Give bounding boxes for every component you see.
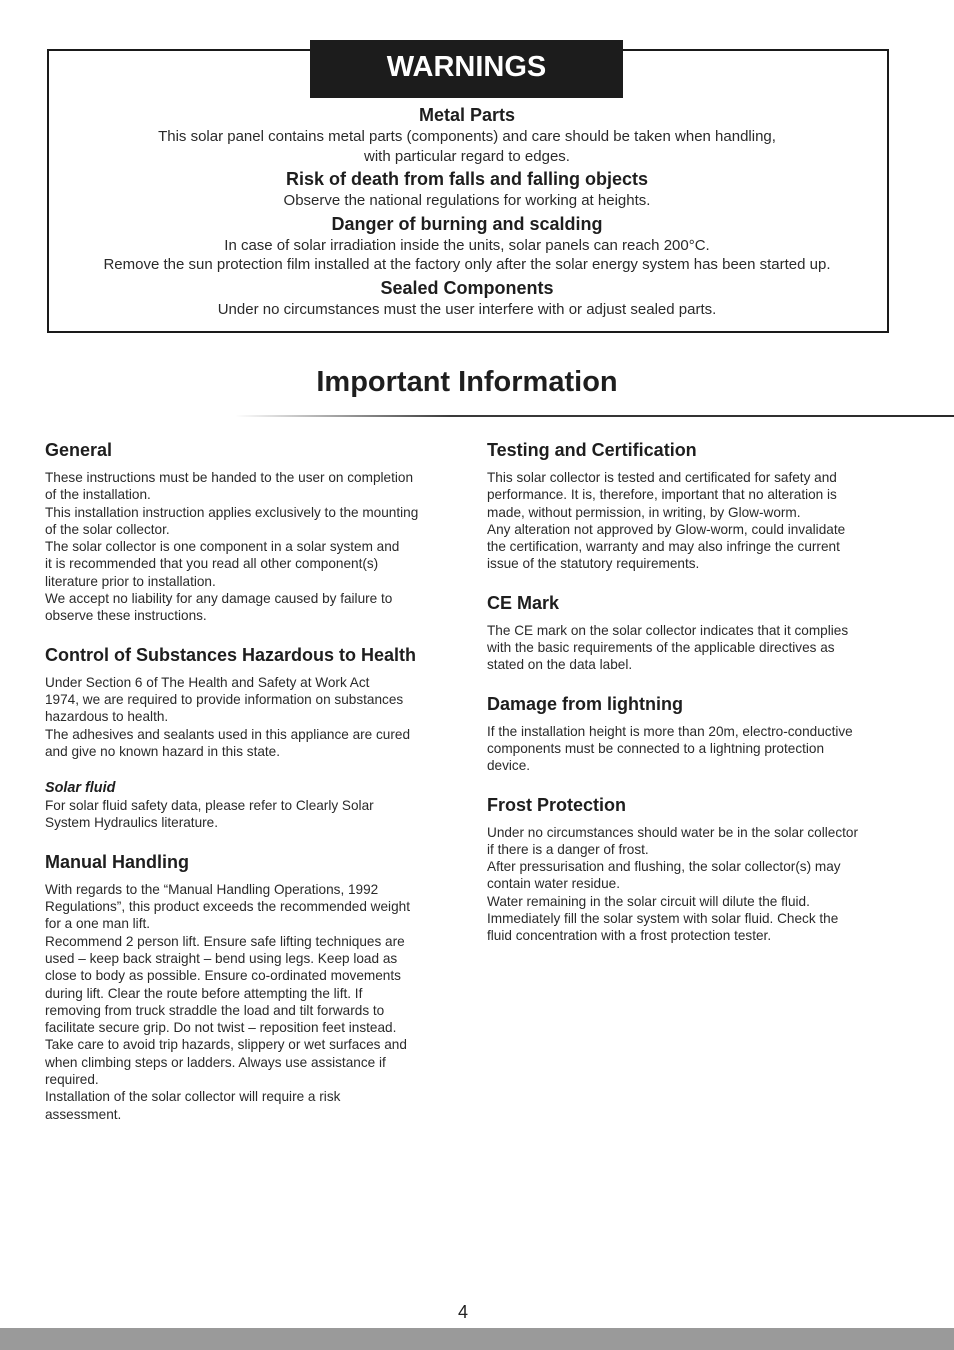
body-line: For solar fluid safety data, please refer to Clearly Solar <box>45 798 374 814</box>
body-line: Take care to avoid trip hazards, slippery or wet surfaces and <box>45 1037 407 1053</box>
body-line: hazardous to health. <box>45 709 169 725</box>
warnings-content <box>49 104 885 319</box>
body-line: After pressurisation and flushing, the solar collector(s) may <box>487 859 841 875</box>
warning-heading-metal-parts: Metal Parts <box>418 105 516 125</box>
body-line: if there is a danger of frost. <box>487 841 649 857</box>
body-line: 1974, we are required to provide information on substances <box>45 691 404 707</box>
section-ce-mark <box>487 591 887 674</box>
body-line: Under no circumstances should water be in the solar collector <box>487 824 858 840</box>
body-line: during lift. Clear the route before attempting the lift. If <box>45 985 363 1001</box>
body-line: removing from truck straddle the load and tilt forwards to <box>45 1002 385 1018</box>
body-line: made, without permission, in writing, by Glow-worm. <box>487 504 801 520</box>
body-line: System Hydraulics literature. <box>45 815 218 831</box>
section-heading: CE Mark <box>487 592 560 613</box>
body-line: Under Section 6 of The Health and Safety at Work Act <box>45 674 370 690</box>
body-line: close to body as possible. Ensure co-ordinated movements <box>45 968 401 984</box>
body-line: required. <box>45 1072 99 1088</box>
subheading-solar-fluid: Solar fluid <box>45 780 116 797</box>
section-frost <box>487 793 887 945</box>
body-line: Installation of the solar collector will require a risk <box>45 1089 341 1105</box>
warning-heading-burning: Danger of burning and scalding <box>331 213 603 234</box>
important-info-title: Important Information <box>316 366 618 398</box>
body-line: observe these instructions. <box>45 608 207 624</box>
section-heading: Frost Protection <box>487 794 627 815</box>
body-line: Recommend 2 person lift. Ensure safe lifting techniques are <box>45 933 405 949</box>
body-line: issue of the statutory requirements. <box>487 556 700 572</box>
section-heading: Control of Substances Hazardous to Health <box>45 644 417 665</box>
section-coshh <box>45 643 445 832</box>
title-divider <box>235 415 954 417</box>
right-column <box>487 438 887 963</box>
body-line: The adhesives and sealants used in this appliance are cured <box>45 726 411 742</box>
body-line: The CE mark on the solar collector indicates that it complies <box>487 622 849 638</box>
footer-bar <box>0 1328 954 1350</box>
body-line: Water remaining in the solar circuit will dilute the fluid. <box>487 893 810 909</box>
body-line: stated on the data label. <box>487 657 633 673</box>
left-column <box>45 438 445 1141</box>
warning-text-line: Observe the national regulations for working at heights. <box>283 192 651 209</box>
body-line: If the installation height is more than 20m, electro-conductive <box>487 723 853 739</box>
body-line: literature prior to installation. <box>45 573 216 589</box>
body-line: With regards to the “Manual Handling Operations, 1992 <box>45 881 379 897</box>
body-line: device. <box>487 758 531 774</box>
section-heading: Testing and Certification <box>487 440 697 460</box>
section-heading: General <box>45 440 113 460</box>
body-line: Any alteration not approved by Glow-worm, could invalidate <box>487 521 846 537</box>
section-manual-handling <box>45 850 445 1123</box>
body-line: We accept no liability for any damage caused by failure to <box>45 591 393 607</box>
body-line: components must be connected to a lightning protection <box>487 740 825 756</box>
body-line: it is recommended that you read all other component(s) <box>45 556 379 572</box>
warning-text-line: Under no circumstances must the user interfere with or adjust sealed parts. <box>217 300 717 318</box>
body-line: for a one man lift. <box>45 916 151 932</box>
body-line: the certification, warranty and may also infringe the current <box>487 539 840 555</box>
section-lightning <box>487 692 887 775</box>
body-line: performance. It is, therefore, important that no alteration is <box>487 487 837 503</box>
section-heading: Damage from lightning <box>487 693 684 714</box>
body-line: These instructions must be handed to the user on completion <box>45 470 414 485</box>
warning-heading-falls: Risk of death from falls and falling objects <box>285 169 649 189</box>
section-general <box>45 438 445 625</box>
body-line: of the installation. <box>45 487 151 503</box>
body-line: This solar collector is tested and certificated for safety and <box>487 470 837 485</box>
warning-text-line: This solar panel contains metal parts (components) and care should be taken when handling, <box>158 128 776 145</box>
warnings-title: WARNINGS <box>310 40 623 98</box>
section-heading: Manual Handling <box>45 851 189 872</box>
body-line: Immediately fill the solar system with solar fluid. Check the <box>487 911 839 927</box>
body-line: Regulations”, this product exceeds the recommended weight <box>45 899 410 915</box>
body-line: fluid concentration with a frost protection tester. <box>487 928 772 944</box>
warning-text-line: In case of solar irradiation inside the units, solar panels can reach 200°C. <box>224 236 710 254</box>
body-line: and give no known hazard in this state. <box>45 743 281 759</box>
page-number: 4 <box>457 1302 468 1322</box>
section-testing <box>487 438 887 573</box>
body-line: when climbing steps or ladders. Always use assistance if <box>45 1054 386 1070</box>
body-line: The solar collector is one component in a solar system and <box>45 539 400 555</box>
body-line: of the solar collector. <box>45 521 170 537</box>
body-line: used – keep back straight – bend using legs. Keep load as <box>45 950 398 966</box>
body-line: This installation instruction applies exclusively to the mounting <box>45 504 419 520</box>
warning-text-line: Remove the sun protection film installed at the factory only after the solar energy system has been started up. <box>103 256 831 273</box>
body-line: contain water residue. <box>487 876 620 892</box>
body-line: assessment. <box>45 1106 122 1122</box>
body-line: with the basic requirements of the applicable directives as <box>487 640 835 656</box>
body-line: facilitate secure grip. Do not twist – reposition feet instead. <box>45 1020 397 1036</box>
warning-heading-sealed: Sealed Components <box>380 277 554 298</box>
warning-text-line: with particular regard to edges. <box>364 147 570 165</box>
